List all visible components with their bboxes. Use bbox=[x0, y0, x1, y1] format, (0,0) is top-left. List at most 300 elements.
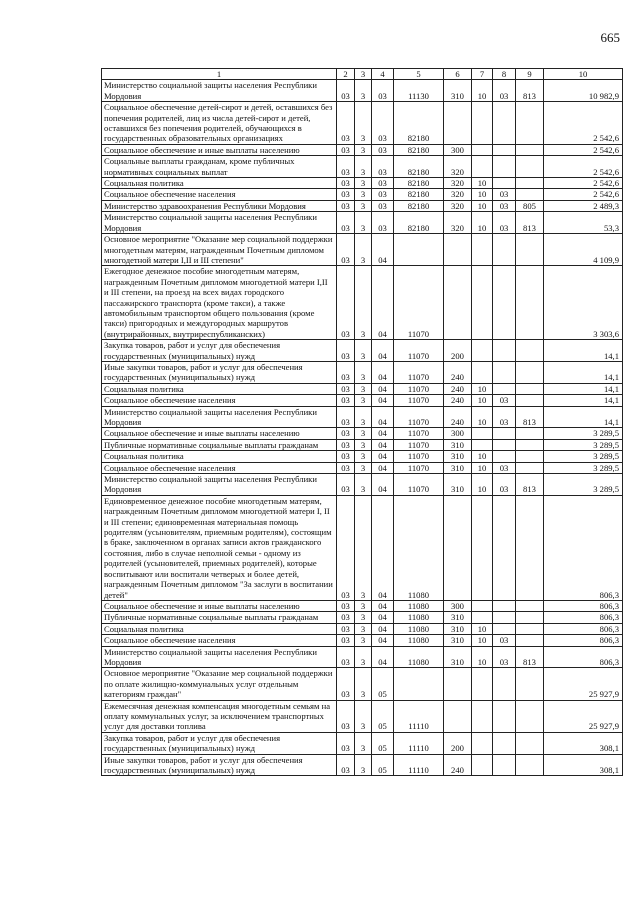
cell-gp: 03 bbox=[337, 406, 355, 428]
cell-rz bbox=[472, 612, 493, 623]
cell-rz: 10 bbox=[472, 383, 493, 394]
cell-vr: 300 bbox=[444, 600, 472, 611]
table-body bbox=[102, 80, 623, 776]
column-header: 5 bbox=[394, 69, 444, 80]
cell-pgp: 3 bbox=[355, 462, 372, 473]
table-row bbox=[102, 495, 623, 600]
cell-direction: 11080 bbox=[394, 495, 444, 600]
cell-grbs bbox=[516, 668, 544, 700]
cell-grbs bbox=[516, 102, 544, 145]
cell-pgp: 3 bbox=[355, 266, 372, 340]
cell-direction: 11110 bbox=[394, 732, 444, 754]
cell-grbs bbox=[516, 635, 544, 646]
cell-rz bbox=[472, 340, 493, 362]
cell-rz bbox=[472, 754, 493, 776]
cell-rz: 10 bbox=[472, 178, 493, 189]
cell-name: Основное мероприятие "Оказание мер социальной поддержки многодетным матерям, награжденным Почетным дипломом многодетной матери I,II и III степени" bbox=[102, 234, 337, 266]
cell-name: Социальная политика bbox=[102, 451, 337, 462]
cell-pr bbox=[493, 383, 516, 394]
cell-pgp: 3 bbox=[355, 646, 372, 668]
cell-vr: 320 bbox=[444, 212, 472, 234]
cell-vr: 300 bbox=[444, 428, 472, 439]
cell-rz bbox=[472, 361, 493, 383]
cell-gp: 03 bbox=[337, 234, 355, 266]
cell-vr bbox=[444, 266, 472, 340]
cell-pgp: 3 bbox=[355, 623, 372, 634]
cell-om: 04 bbox=[372, 600, 394, 611]
cell-rz: 10 bbox=[472, 646, 493, 668]
cell-vr: 310 bbox=[444, 635, 472, 646]
cell-rz bbox=[472, 495, 493, 600]
table-row bbox=[102, 474, 623, 496]
table-row bbox=[102, 395, 623, 406]
cell-rz: 10 bbox=[472, 200, 493, 211]
cell-amount: 4 109,9 bbox=[544, 234, 623, 266]
cell-om: 04 bbox=[372, 439, 394, 450]
cell-om: 04 bbox=[372, 428, 394, 439]
cell-grbs bbox=[516, 340, 544, 362]
table-row bbox=[102, 234, 623, 266]
cell-rz bbox=[472, 144, 493, 155]
cell-om: 05 bbox=[372, 754, 394, 776]
cell-grbs bbox=[516, 732, 544, 754]
table-row bbox=[102, 600, 623, 611]
cell-name: Министерство социальной защиты населения Республики Мордовия bbox=[102, 474, 337, 496]
cell-amount: 2 489,3 bbox=[544, 200, 623, 211]
cell-name: Основное мероприятие "Оказание мер социальной поддержки по оплате жилищно-коммунальных услуг отдельным категориям граждан" bbox=[102, 668, 337, 700]
cell-rz: 10 bbox=[472, 635, 493, 646]
cell-vr: 240 bbox=[444, 383, 472, 394]
cell-grbs bbox=[516, 383, 544, 394]
table-row bbox=[102, 156, 623, 178]
cell-om: 04 bbox=[372, 474, 394, 496]
cell-amount: 14,1 bbox=[544, 383, 623, 394]
cell-pr bbox=[493, 495, 516, 600]
cell-om: 05 bbox=[372, 700, 394, 732]
cell-amount: 3 289,5 bbox=[544, 451, 623, 462]
cell-gp: 03 bbox=[337, 212, 355, 234]
cell-rz: 10 bbox=[472, 451, 493, 462]
cell-direction: 11070 bbox=[394, 361, 444, 383]
cell-name: Социальное обеспечение и иные выплаты населению bbox=[102, 600, 337, 611]
budget-table-container bbox=[101, 68, 622, 776]
cell-om: 04 bbox=[372, 340, 394, 362]
cell-pgp: 3 bbox=[355, 395, 372, 406]
cell-grbs bbox=[516, 189, 544, 200]
cell-grbs bbox=[516, 600, 544, 611]
table-row bbox=[102, 178, 623, 189]
cell-pr: 03 bbox=[493, 80, 516, 102]
cell-amount: 2 542,6 bbox=[544, 102, 623, 145]
column-header: 4 bbox=[372, 69, 394, 80]
cell-direction bbox=[394, 234, 444, 266]
cell-rz: 10 bbox=[472, 462, 493, 473]
cell-amount: 806,3 bbox=[544, 600, 623, 611]
cell-om: 03 bbox=[372, 189, 394, 200]
cell-rz bbox=[472, 156, 493, 178]
cell-rz bbox=[472, 700, 493, 732]
column-header: 2 bbox=[337, 69, 355, 80]
cell-om: 04 bbox=[372, 383, 394, 394]
cell-gp: 03 bbox=[337, 623, 355, 634]
cell-direction: 11070 bbox=[394, 451, 444, 462]
cell-amount: 3 289,5 bbox=[544, 462, 623, 473]
cell-pr bbox=[493, 156, 516, 178]
cell-direction bbox=[394, 668, 444, 700]
budget-table bbox=[101, 68, 623, 776]
cell-gp: 03 bbox=[337, 646, 355, 668]
cell-pr bbox=[493, 178, 516, 189]
cell-vr bbox=[444, 234, 472, 266]
table-row bbox=[102, 732, 623, 754]
cell-grbs bbox=[516, 451, 544, 462]
cell-vr: 320 bbox=[444, 200, 472, 211]
table-row bbox=[102, 340, 623, 362]
cell-grbs bbox=[516, 144, 544, 155]
table-row bbox=[102, 102, 623, 145]
cell-pgp: 3 bbox=[355, 754, 372, 776]
cell-pr: 03 bbox=[493, 212, 516, 234]
table-row bbox=[102, 212, 623, 234]
cell-pr bbox=[493, 754, 516, 776]
cell-om: 04 bbox=[372, 406, 394, 428]
cell-gp: 03 bbox=[337, 732, 355, 754]
cell-gp: 03 bbox=[337, 383, 355, 394]
cell-vr: 300 bbox=[444, 144, 472, 155]
cell-gp: 03 bbox=[337, 80, 355, 102]
cell-pgp: 3 bbox=[355, 234, 372, 266]
cell-pr bbox=[493, 428, 516, 439]
cell-vr: 240 bbox=[444, 406, 472, 428]
cell-grbs bbox=[516, 612, 544, 623]
cell-amount: 3 303,6 bbox=[544, 266, 623, 340]
cell-gp: 03 bbox=[337, 428, 355, 439]
cell-pr bbox=[493, 102, 516, 145]
cell-name: Иные закупки товаров, работ и услуг для обеспечения государственных (муниципальных) нужд bbox=[102, 754, 337, 776]
cell-gp: 03 bbox=[337, 439, 355, 450]
cell-rz bbox=[472, 234, 493, 266]
cell-rz bbox=[472, 732, 493, 754]
cell-rz bbox=[472, 266, 493, 340]
cell-pgp: 3 bbox=[355, 495, 372, 600]
cell-gp: 03 bbox=[337, 754, 355, 776]
cell-vr: 200 bbox=[444, 340, 472, 362]
cell-pgp: 3 bbox=[355, 406, 372, 428]
cell-pgp: 3 bbox=[355, 200, 372, 211]
cell-direction: 11080 bbox=[394, 635, 444, 646]
cell-om: 03 bbox=[372, 178, 394, 189]
cell-amount: 806,3 bbox=[544, 623, 623, 634]
cell-om: 03 bbox=[372, 102, 394, 145]
cell-name: Министерство социальной защиты населения Республики Мордовия bbox=[102, 406, 337, 428]
cell-direction: 11070 bbox=[394, 439, 444, 450]
cell-om: 04 bbox=[372, 451, 394, 462]
table-row bbox=[102, 439, 623, 450]
cell-rz: 10 bbox=[472, 623, 493, 634]
cell-pr: 03 bbox=[493, 474, 516, 496]
cell-grbs bbox=[516, 266, 544, 340]
table-row bbox=[102, 428, 623, 439]
cell-om: 03 bbox=[372, 200, 394, 211]
cell-pgp: 3 bbox=[355, 668, 372, 700]
cell-pr bbox=[493, 600, 516, 611]
table-row bbox=[102, 200, 623, 211]
cell-amount: 308,1 bbox=[544, 754, 623, 776]
cell-name: Единовременное денежное пособие многодетным матерям, награжденным Почетным дипломом многодетной матери I, II и III степени; единовременная материальная помощь родителям (усыновителям, приемным родителям), состоящим в браке, заключенном в органах записи актов гражданского состояния, либо в случае неполной семьи - одному из родителей (усыновителей, приемных родителей), которые воспитывают или воспитали четверых и более детей, награжденным Почетным дипломом "За заслуги в воспитании детей" bbox=[102, 495, 337, 600]
cell-om: 03 bbox=[372, 156, 394, 178]
cell-pgp: 3 bbox=[355, 80, 372, 102]
cell-pr: 03 bbox=[493, 406, 516, 428]
cell-amount: 14,1 bbox=[544, 406, 623, 428]
table-row bbox=[102, 646, 623, 668]
cell-grbs: 813 bbox=[516, 212, 544, 234]
cell-vr: 310 bbox=[444, 474, 472, 496]
cell-grbs: 813 bbox=[516, 80, 544, 102]
column-header: 3 bbox=[355, 69, 372, 80]
cell-direction: 11130 bbox=[394, 80, 444, 102]
cell-pr bbox=[493, 266, 516, 340]
cell-pr bbox=[493, 340, 516, 362]
cell-om: 04 bbox=[372, 495, 394, 600]
cell-pr bbox=[493, 612, 516, 623]
cell-om: 03 bbox=[372, 212, 394, 234]
cell-grbs bbox=[516, 754, 544, 776]
cell-vr: 310 bbox=[444, 451, 472, 462]
table-row bbox=[102, 80, 623, 102]
cell-direction: 11080 bbox=[394, 623, 444, 634]
cell-amount: 2 542,6 bbox=[544, 156, 623, 178]
cell-pgp: 3 bbox=[355, 474, 372, 496]
cell-direction: 11070 bbox=[394, 395, 444, 406]
cell-direction: 11070 bbox=[394, 383, 444, 394]
cell-pr bbox=[493, 451, 516, 462]
cell-rz: 10 bbox=[472, 474, 493, 496]
cell-vr: 200 bbox=[444, 732, 472, 754]
cell-direction: 11080 bbox=[394, 612, 444, 623]
cell-amount: 806,3 bbox=[544, 495, 623, 600]
cell-grbs bbox=[516, 462, 544, 473]
cell-om: 05 bbox=[372, 668, 394, 700]
cell-om: 04 bbox=[372, 266, 394, 340]
cell-gp: 03 bbox=[337, 340, 355, 362]
cell-pr bbox=[493, 732, 516, 754]
cell-pgp: 3 bbox=[355, 383, 372, 394]
cell-vr: 310 bbox=[444, 646, 472, 668]
cell-pgp: 3 bbox=[355, 340, 372, 362]
cell-rz bbox=[472, 439, 493, 450]
cell-pgp: 3 bbox=[355, 451, 372, 462]
cell-name: Закупка товаров, работ и услуг для обеспечения государственных (муниципальных) нужд bbox=[102, 340, 337, 362]
cell-name: Социальное обеспечение населения bbox=[102, 462, 337, 473]
cell-pr: 03 bbox=[493, 646, 516, 668]
cell-rz bbox=[472, 102, 493, 145]
cell-gp: 03 bbox=[337, 668, 355, 700]
cell-gp: 03 bbox=[337, 700, 355, 732]
cell-gp: 03 bbox=[337, 474, 355, 496]
cell-direction: 82180 bbox=[394, 178, 444, 189]
cell-pgp: 3 bbox=[355, 361, 372, 383]
cell-om: 04 bbox=[372, 623, 394, 634]
cell-pgp: 3 bbox=[355, 600, 372, 611]
cell-pr bbox=[493, 700, 516, 732]
cell-gp: 03 bbox=[337, 144, 355, 155]
cell-vr: 310 bbox=[444, 623, 472, 634]
cell-pr: 03 bbox=[493, 635, 516, 646]
cell-om: 05 bbox=[372, 732, 394, 754]
cell-gp: 03 bbox=[337, 102, 355, 145]
cell-vr: 320 bbox=[444, 178, 472, 189]
cell-gp: 03 bbox=[337, 462, 355, 473]
cell-pgp: 3 bbox=[355, 439, 372, 450]
cell-grbs bbox=[516, 495, 544, 600]
cell-amount: 3 289,5 bbox=[544, 474, 623, 496]
cell-pr: 03 bbox=[493, 462, 516, 473]
cell-name: Социальное обеспечение населения bbox=[102, 189, 337, 200]
cell-amount: 53,3 bbox=[544, 212, 623, 234]
cell-direction: 11070 bbox=[394, 340, 444, 362]
cell-grbs bbox=[516, 700, 544, 732]
cell-om: 04 bbox=[372, 612, 394, 623]
cell-grbs bbox=[516, 178, 544, 189]
cell-grbs: 813 bbox=[516, 474, 544, 496]
cell-gp: 03 bbox=[337, 156, 355, 178]
cell-name: Ежемесячная денежная компенсация многодетным семьям на оплату коммунальных услуг, за исключением транспортных услуг для доставки топлива bbox=[102, 700, 337, 732]
table-row bbox=[102, 266, 623, 340]
cell-name: Министерство социальной защиты населения Республики Мордовия bbox=[102, 646, 337, 668]
cell-direction: 11070 bbox=[394, 462, 444, 473]
cell-pgp: 3 bbox=[355, 612, 372, 623]
cell-pr bbox=[493, 234, 516, 266]
cell-om: 04 bbox=[372, 462, 394, 473]
cell-pgp: 3 bbox=[355, 635, 372, 646]
column-header: 10 bbox=[544, 69, 623, 80]
cell-amount: 806,3 bbox=[544, 612, 623, 623]
cell-rz: 10 bbox=[472, 406, 493, 428]
cell-grbs: 813 bbox=[516, 406, 544, 428]
cell-pr bbox=[493, 439, 516, 450]
cell-amount: 806,3 bbox=[544, 635, 623, 646]
cell-name: Министерство социальной защиты населения Республики Мордовия bbox=[102, 212, 337, 234]
cell-direction: 11070 bbox=[394, 474, 444, 496]
cell-direction: 82180 bbox=[394, 212, 444, 234]
cell-rz: 10 bbox=[472, 80, 493, 102]
cell-amount: 3 289,5 bbox=[544, 439, 623, 450]
cell-pr bbox=[493, 361, 516, 383]
cell-vr bbox=[444, 495, 472, 600]
cell-name: Закупка товаров, работ и услуг для обеспечения государственных (муниципальных) нужд bbox=[102, 732, 337, 754]
cell-gp: 03 bbox=[337, 612, 355, 623]
cell-rz bbox=[472, 668, 493, 700]
column-header: 9 bbox=[516, 69, 544, 80]
cell-direction: 82180 bbox=[394, 200, 444, 211]
cell-gp: 03 bbox=[337, 361, 355, 383]
cell-om: 04 bbox=[372, 361, 394, 383]
cell-pr: 03 bbox=[493, 395, 516, 406]
column-header: 8 bbox=[493, 69, 516, 80]
cell-pr: 03 bbox=[493, 189, 516, 200]
cell-gp: 03 bbox=[337, 200, 355, 211]
cell-direction: 82180 bbox=[394, 189, 444, 200]
table-row bbox=[102, 361, 623, 383]
cell-pr: 03 bbox=[493, 200, 516, 211]
table-row bbox=[102, 700, 623, 732]
cell-pr bbox=[493, 144, 516, 155]
cell-name: Социальная политика bbox=[102, 178, 337, 189]
cell-rz: 10 bbox=[472, 189, 493, 200]
cell-gp: 03 bbox=[337, 178, 355, 189]
cell-pr bbox=[493, 623, 516, 634]
cell-direction: 11110 bbox=[394, 700, 444, 732]
cell-om: 04 bbox=[372, 234, 394, 266]
cell-vr bbox=[444, 102, 472, 145]
cell-vr: 320 bbox=[444, 156, 472, 178]
cell-gp: 03 bbox=[337, 635, 355, 646]
cell-pgp: 3 bbox=[355, 212, 372, 234]
cell-direction: 82180 bbox=[394, 144, 444, 155]
cell-name: Публичные нормативные социальные выплаты гражданам bbox=[102, 439, 337, 450]
cell-pgp: 3 bbox=[355, 732, 372, 754]
column-header: 1 bbox=[102, 69, 337, 80]
cell-vr: 320 bbox=[444, 189, 472, 200]
cell-vr: 240 bbox=[444, 361, 472, 383]
cell-amount: 2 542,6 bbox=[544, 178, 623, 189]
cell-pgp: 3 bbox=[355, 178, 372, 189]
cell-pgp: 3 bbox=[355, 428, 372, 439]
table-row bbox=[102, 754, 623, 776]
cell-amount: 2 542,6 bbox=[544, 144, 623, 155]
cell-name: Министерство здравоохранения Республики Мордовия bbox=[102, 200, 337, 211]
cell-vr: 310 bbox=[444, 439, 472, 450]
cell-grbs bbox=[516, 428, 544, 439]
cell-grbs: 805 bbox=[516, 200, 544, 211]
cell-grbs: 813 bbox=[516, 646, 544, 668]
cell-name: Публичные нормативные социальные выплаты гражданам bbox=[102, 612, 337, 623]
cell-vr: 310 bbox=[444, 612, 472, 623]
cell-name: Социальное обеспечение населения bbox=[102, 635, 337, 646]
table-row bbox=[102, 612, 623, 623]
cell-pgp: 3 bbox=[355, 102, 372, 145]
cell-name: Иные закупки товаров, работ и услуг для обеспечения государственных (муниципальных) нужд bbox=[102, 361, 337, 383]
cell-name: Социальная политика bbox=[102, 623, 337, 634]
cell-direction: 11070 bbox=[394, 406, 444, 428]
cell-direction: 11110 bbox=[394, 754, 444, 776]
cell-amount: 2 542,6 bbox=[544, 189, 623, 200]
table-row bbox=[102, 383, 623, 394]
cell-direction: 82180 bbox=[394, 156, 444, 178]
table-row bbox=[102, 623, 623, 634]
cell-vr bbox=[444, 700, 472, 732]
cell-gp: 03 bbox=[337, 600, 355, 611]
cell-pgp: 3 bbox=[355, 144, 372, 155]
cell-amount: 25 927,9 bbox=[544, 668, 623, 700]
table-header-row bbox=[102, 69, 623, 80]
cell-grbs bbox=[516, 361, 544, 383]
cell-amount: 14,1 bbox=[544, 361, 623, 383]
cell-direction: 11080 bbox=[394, 646, 444, 668]
table-row bbox=[102, 462, 623, 473]
cell-pgp: 3 bbox=[355, 156, 372, 178]
cell-name: Социальная политика bbox=[102, 383, 337, 394]
cell-vr bbox=[444, 668, 472, 700]
cell-gp: 03 bbox=[337, 495, 355, 600]
cell-rz: 10 bbox=[472, 395, 493, 406]
cell-rz bbox=[472, 600, 493, 611]
cell-name: Социальное обеспечение и иные выплаты населению bbox=[102, 428, 337, 439]
cell-gp: 03 bbox=[337, 189, 355, 200]
cell-om: 04 bbox=[372, 646, 394, 668]
cell-om: 03 bbox=[372, 144, 394, 155]
cell-om: 03 bbox=[372, 80, 394, 102]
